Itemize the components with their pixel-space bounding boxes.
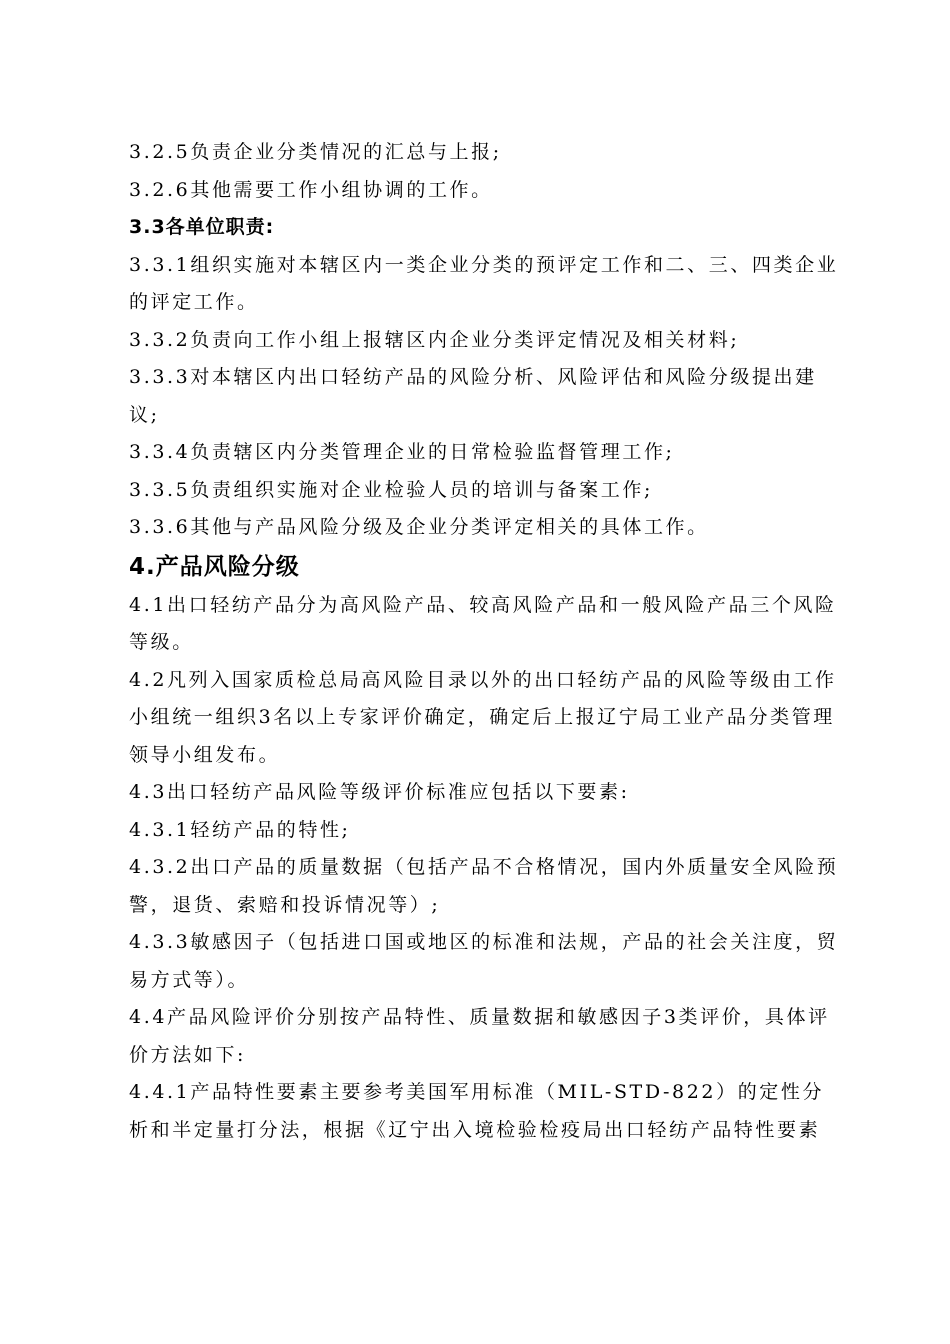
clause-3-2-5: 3.2.5负责企业分类情况的汇总与上报; [129, 141, 502, 163]
clause-3-3-1: 3.3.1组织实施对本辖区内一类企业分类的预评定工作和二、三、四类企业的评定工作。 [129, 253, 839, 313]
document-body [129, 134, 841, 1149]
clause-3-3-6: 3.3.6其他与产品风险分级及企业分类评定相关的具体工作。 [129, 516, 709, 538]
clause-4-4-1: 4.4.1产品特性要素主要参考美国军用标准（MIL-STD-822）的定性分析和半定量打分法，根据《辽宁出入境检验检疫局出口轻纺产品特性要素 [129, 1081, 825, 1141]
section-heading-3-3: 3.3各单位职责: [129, 216, 275, 238]
clause-4-3-2: 4.3.2出口产品的质量数据（包括产品不合格情况，国内外质量安全风险预警，退货、索赔和投诉情况等）; [129, 856, 839, 916]
clause-4-4: 4.4产品风险评价分别按产品特性、质量数据和敏感因子3类评价，具体评价方法如下: [129, 1006, 830, 1066]
clause-4-2: 4.2凡列入国家质检总局高风险目录以外的出口轻纺产品的风险等级由工作小组统一组织3名以上专家评价确定，确定后上报辽宁局工业产品分类管理领导小组发布。 [129, 668, 837, 766]
clause-3-3-2: 3.3.2负责向工作小组上报辖区内企业分类评定情况及相关材料; [129, 328, 740, 351]
clause-4-3-3: 4.3.3敏感因子（包括进口国或地区的标准和法规，产品的社会关注度，贸易方式等）。 [129, 931, 839, 991]
clause-4-3: 4.3出口轻纺产品风险等级评价标准应包括以下要素: [129, 781, 630, 803]
clause-3-3-4: 3.3.4负责辖区内分类管理企业的日常检验监督管理工作; [129, 441, 675, 463]
clause-3-3-3: 3.3.3对本辖区内出口轻纺产品的风险分析、风险评估和风险分级提出建议; [129, 366, 817, 426]
clause-3-3-5: 3.3.5负责组织实施对企业检验人员的培训与备案工作; [129, 478, 653, 501]
clause-4-3-1: 4.3.1轻纺产品的特性; [129, 818, 351, 841]
chapter-heading-4: 4.产品风险分级 [129, 553, 300, 580]
clause-3-2-6: 3.2.6其他需要工作小组协调的工作。 [129, 178, 493, 201]
clause-4-1: 4.1出口轻纺产品分为高风险产品、较高风险产品和一般风险产品三个风险等级。 [129, 593, 837, 653]
